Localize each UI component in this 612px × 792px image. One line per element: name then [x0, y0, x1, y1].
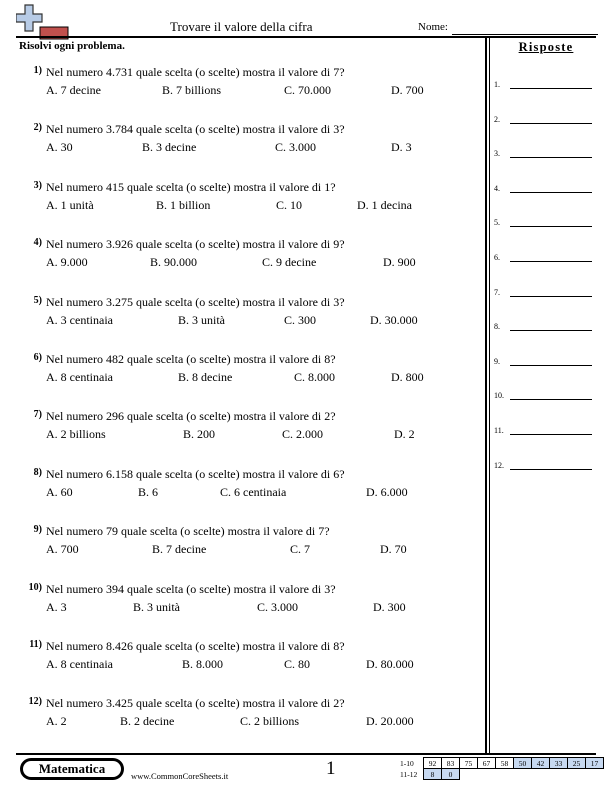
answer-choice: C. 8.000	[294, 370, 336, 384]
answer-choice: B. 7 billions	[162, 83, 222, 97]
answer-choice: D. 700	[391, 83, 424, 97]
problem-number: 2)	[33, 122, 42, 134]
answer-row	[494, 357, 596, 371]
answer-choice: A. 8 centinaia	[46, 370, 113, 384]
answer-blank[interactable]	[510, 123, 592, 124]
answer-number: 9.	[494, 356, 500, 366]
score-row	[398, 769, 604, 780]
score-cell: 17	[586, 758, 604, 769]
problem-item	[18, 467, 478, 507]
problem-item	[18, 639, 478, 679]
answer-choice: C. 9 decine	[262, 255, 317, 270]
page-number: 1	[326, 758, 336, 779]
problem-item	[18, 352, 478, 392]
answer-choice: A. 7 decine	[46, 83, 101, 97]
problem-number: 6)	[33, 352, 42, 363]
answer-choice: C. 7	[290, 542, 311, 557]
answer-choice: A. 3	[46, 599, 67, 614]
worksheet-title: Trovare il valore della cifra	[170, 19, 313, 34]
answer-row	[494, 426, 596, 440]
score-cell: 33	[550, 758, 568, 769]
score-cell-empty	[568, 769, 586, 780]
problem-question: Nel numero 8.426 quale scelta (o scelte) mostra il valore di 8?	[46, 639, 345, 653]
problem-item	[18, 122, 478, 162]
score-cell: 50	[514, 758, 532, 769]
answer-choice: C. 2.000	[282, 427, 324, 442]
problem-item	[18, 295, 478, 335]
answer-number: 7.	[494, 287, 500, 297]
answer-choice: D. 1 decina	[357, 197, 412, 212]
answer-choice: C. 6 centinaia	[220, 484, 287, 499]
footer-rule	[16, 753, 596, 755]
answer-row	[494, 80, 596, 94]
answer-choice: A. 60	[46, 484, 73, 499]
answer-row	[494, 218, 596, 232]
score-table	[398, 757, 604, 780]
problem-number: 4)	[33, 237, 42, 249]
answer-row	[494, 288, 596, 302]
score-cell: 25	[568, 758, 586, 769]
answer-choice: A. 3 centinaia	[46, 312, 113, 327]
problem-question: Nel numero 482 quale scelta (o scelte) mostra il valore di 8?	[46, 352, 336, 366]
answer-choice: A. 8 centinaia	[46, 657, 113, 671]
answer-choice: C. 70.000	[284, 83, 332, 97]
problem-item	[18, 582, 478, 622]
answer-number: 4.	[494, 183, 500, 193]
score-cell-empty	[460, 769, 478, 780]
score-cell: 8	[424, 769, 442, 780]
answer-blank[interactable]	[510, 469, 592, 470]
answer-blank[interactable]	[510, 330, 592, 331]
answer-row	[494, 149, 596, 163]
brand-label: Matematica	[23, 761, 121, 777]
answer-choice: B. 1 billion	[156, 197, 211, 212]
answer-choice: C. 300	[284, 312, 317, 327]
problem-item	[18, 524, 478, 564]
problem-item	[18, 696, 478, 736]
answer-row	[494, 322, 596, 336]
answer-choice: B. 6	[138, 484, 159, 499]
answer-number: 2.	[494, 114, 500, 124]
instructions: Risolvi ogni problema.	[19, 40, 125, 52]
answer-blank[interactable]	[510, 365, 592, 366]
answer-choice: B. 3 decine	[142, 140, 197, 155]
answer-row	[494, 184, 596, 198]
answer-row	[494, 391, 596, 405]
problem-item	[18, 65, 478, 105]
score-row	[398, 758, 604, 769]
problem-number: 12)	[28, 696, 42, 708]
answer-choice: D. 80.000	[366, 657, 414, 671]
problem-question: Nel numero 394 quale scelta (o scelte) mostra il valore di 3?	[46, 581, 336, 596]
header-rule	[16, 36, 596, 38]
answer-choice: D. 30.000	[370, 312, 418, 327]
name-label: Nome:	[418, 21, 448, 33]
answer-choice: D. 2	[394, 427, 415, 442]
answer-choice: A. 700	[46, 542, 79, 557]
problem-question: Nel numero 4.731 quale scelta (o scelte) mostra il valore di 7?	[46, 65, 345, 79]
problem-question: Nel numero 3.425 quale scelta (o scelte) mostra il valore di 2?	[46, 696, 345, 711]
problem-number: 10)	[28, 581, 42, 593]
answer-blank[interactable]	[510, 157, 592, 158]
score-cell-empty	[514, 769, 532, 780]
score-row-label: 11-12	[400, 769, 418, 779]
score-cell: 42	[532, 758, 550, 769]
problem-number: 5)	[33, 294, 42, 306]
score-cell: 75	[460, 758, 478, 769]
problem-question: Nel numero 3.275 quale scelta (o scelte) mostra il valore di 3?	[46, 294, 345, 309]
plus-logo-icon	[16, 4, 72, 40]
problem-question: Nel numero 3.784 quale scelta (o scelte) mostra il valore di 3?	[46, 122, 345, 137]
answer-choice: B. 2 decine	[120, 714, 175, 729]
problem-number: 3)	[33, 179, 42, 191]
score-cell-empty	[478, 769, 496, 780]
answer-column-divider-inner	[489, 37, 490, 753]
answer-choice: A. 30	[46, 140, 73, 155]
score-cell-empty	[550, 769, 568, 780]
answer-choice: C. 3.000	[257, 599, 299, 614]
problem-number: 7)	[33, 409, 42, 421]
website-label: www.CommonCoreSheets.it	[131, 771, 229, 781]
problem-item	[18, 409, 478, 449]
answer-number: 6.	[494, 253, 500, 262]
problem-question: Nel numero 3.926 quale scelta (o scelte) mostra il valore di 9?	[46, 237, 345, 252]
problem-question: Nel numero 79 quale scelta (o scelte) mostra il valore di 7?	[46, 524, 330, 539]
answer-choice: C. 3.000	[275, 140, 317, 155]
answer-blank[interactable]	[510, 88, 592, 89]
answer-number: 5.	[494, 218, 500, 228]
answers-title: Risposte	[518, 40, 574, 54]
score-cell: 67	[478, 758, 496, 769]
name-line	[452, 34, 598, 35]
answer-choice: B. 200	[183, 427, 216, 442]
answer-choice: A. 1 unità	[46, 197, 94, 212]
answer-choice: A. 2 billions	[46, 427, 106, 442]
answer-number: 12.	[494, 460, 504, 470]
answer-choice: B. 3 unità	[178, 312, 225, 327]
answer-blank[interactable]	[510, 434, 592, 435]
answer-choice: D. 800	[391, 370, 424, 384]
answer-number: 10.	[494, 391, 504, 401]
answer-choice: D. 3	[391, 140, 412, 155]
problem-number: 1)	[33, 65, 42, 76]
answer-choice: B. 8.000	[182, 657, 224, 671]
answer-choice: A. 2	[46, 714, 67, 729]
brand-badge	[20, 758, 124, 780]
answer-row	[494, 461, 596, 475]
problem-number: 8)	[33, 466, 42, 478]
answer-choice: B. 7 decine	[152, 542, 207, 557]
answer-blank[interactable]	[510, 226, 592, 227]
answer-column-divider	[485, 37, 487, 753]
answer-choice: D. 20.000	[366, 714, 414, 729]
answer-number: 11.	[494, 426, 504, 435]
problem-question: Nel numero 296 quale scelta (o scelte) mostra il valore di 2?	[46, 409, 336, 424]
answer-choice: A. 9.000	[46, 255, 88, 270]
score-row-label: 1-10	[400, 758, 414, 768]
score-cell: 92	[424, 758, 442, 769]
answer-number: 8.	[494, 322, 500, 332]
problem-question: Nel numero 6.158 quale scelta (o scelte) mostra il valore di 6?	[46, 466, 345, 481]
score-cell: 58	[496, 758, 514, 769]
answer-number: 1.	[494, 80, 500, 89]
answer-row	[494, 115, 596, 129]
problem-item	[18, 180, 478, 220]
score-cell-empty	[532, 769, 550, 780]
answer-choice: C. 80	[284, 657, 311, 671]
answer-choice: C. 2 billions	[240, 714, 300, 729]
answer-choice: B. 3 unità	[133, 599, 180, 614]
answer-row	[494, 253, 596, 267]
answer-blank[interactable]	[510, 261, 592, 262]
answer-choice: B. 90.000	[150, 255, 198, 270]
answer-choice: D. 6.000	[366, 484, 408, 499]
score-cell-empty	[586, 769, 604, 780]
problem-number: 11)	[29, 639, 42, 650]
answer-blank[interactable]	[510, 296, 592, 297]
answer-blank[interactable]	[510, 399, 592, 400]
answer-blank[interactable]	[510, 192, 592, 193]
answer-number: 3.	[494, 149, 500, 159]
score-cell: 83	[442, 758, 460, 769]
problem-item	[18, 237, 478, 277]
problem-question: Nel numero 415 quale scelta (o scelte) mostra il valore di 1?	[46, 179, 336, 194]
problem-number: 9)	[33, 524, 42, 536]
answer-choice: D. 900	[383, 255, 416, 270]
answer-choice: D. 300	[373, 599, 406, 614]
answer-choice: D. 70	[380, 542, 407, 557]
score-cell-empty	[496, 769, 514, 780]
answer-choice: C. 10	[276, 197, 303, 212]
answer-choice: B. 8 decine	[178, 370, 233, 384]
score-cell: 0	[442, 769, 460, 780]
